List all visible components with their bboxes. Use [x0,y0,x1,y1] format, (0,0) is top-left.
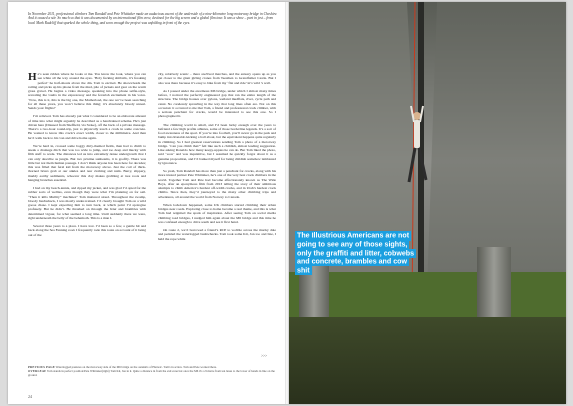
page-number: 24 [28,394,32,399]
caption-label-overleaf: OVERLEAF [28,368,47,373]
body-column-1 [28,72,146,241]
bridge-climber-photo [287,2,566,404]
drop-cap: H [28,71,37,83]
body-column-2 [158,72,276,245]
intro-paragraph: In November 2011, professional climbers Tom Randall and Pete Whittaker made an audacious ascent of the underside of a nine-kilometre long motorway bridge in Cheshire. And it caused a stir. So much so that it was documented by an international film crew, destined for the big screen and a global film tour. It was a show – part in jest – from local Mark Radcliff that sparked the whole thing, and soon enough the project was unfolding in front of the eyes. [28,12,278,25]
body-paragraph: On route 2, we’d borrowed a friend’s RCP to wobble across the mucky dale and pedaled the waterlogged bushwhacks. Tom took some Kit, Jan too and line, I held the rope while [158,228,276,241]
body-paragraph: The climbing world is small, and I’d been lucky enough over the years to befriend a few high profile athletes, some of those borderline legends. It’s a sort of food awareness of the sport. If you’re into football, you’ll never go in the park and bump into Ronaldo kicking a ball about, but the equivalent happens quite regularly in climbing. So I had greatest reservations sending Tom a photo of a motorway bridge. ‘Can you climb that?’ felt like such a childish, almost leading suggestion. Like asking Ronaldo how many keepy-uppies he can do. But Tom liked the photo, said ‘wow’ and was inquisitive, but I assumed he quickly forgot about it as a genuine proposition, and I’d banked myself for being childish somehow lambasted by ignorance. [158,122,276,165]
page-gutter [285,2,289,404]
right-page [287,2,566,404]
body-paragraph: As I passed under the enormous M6 bridge, under which I almost many times before, I noticed the perfectly engineered gap that ran the entire length of the structure. The bridge houses over pylons, wetland mudflats, river, cycle path and canal. No carelessly sprawling in the way that long lines often are. Not on this occasion: it occurred to me that Tom, a friend and professional crack climber, with a serious penchant for cracks, would be interested to see this one. So I photographed it. [158,88,276,119]
body-paragraph: When lockdown happened, some UK climbers started climbing their urban bridges near roads. Exploring close to home became a real theme, and this is what Tom had reignited the spark of inspiration. After seeing Tom on social media climbing road bridges, I nudged him again about the M6 bridge and this time he was confused enough to drive south and see it first hand. [158,202,276,224]
body-paragraph: city, relatively scenic – there are/lived marches, and the estuary opens up as you get closer to the giant girling cranes from Teesthen to Grandfather Castle. But I also was there because it’s easy to bike from my ‘flat and ride’ in’s wild ’s wall. [158,72,276,85]
pull-quote [295,232,423,275]
body-paragraph: I had on my beach-tennis, and ripped my jacket, and was glad I’d opted for the rubber sorts of wellies, even though they were what I’m planning on for sail. “Then it kills Mullity” machines” Tom muttered aloud. Throughout the swamp, bloody bushwhack, I was mostly under-trained. I’d clearly brought Tom on a wild goose chase. I kept expecting him to turn back, at which point I’d apologise profusely. But he didn’t. He thrashed on through the brier and brambles with determined vigour, for what seemed a long time. Until suddenly there we were, right underneath the belly of the behemoth. This is a man I. [28,186,146,220]
caption-text-previous: Waterlogged pastures on the motorway side of the M6 bridge on the outskirts of Hunwic. Tom's in action. Tom and Pete worked there. [55,365,217,369]
body-paragraph: I’m relieved. Tom has already put what I considered to be an elaborate amount of time into what might arguably be described as a harebrained scheme. He’s just driven here (Disused from Sheffield, via Stoke), off the back of a private message. There’s a two-hour round-trip, just to physically touch a crack in some concrete. He wanted to know this crack’s exact width, closer to the millimetre. And then he’d walk back to his van and drive home again. [28,114,146,140]
continue-marker: >>> [261,354,268,358]
ground [287,317,566,404]
caption-label-previous: PREVIOUS PAGE [28,365,55,369]
left-page [8,2,287,404]
body-paragraph [28,72,146,110]
photo-captions [28,366,278,377]
pull-quote-text: The Illustrious Americans are not going to see any of those sights, only the graffiti and litter, cobwebs and concrete, brambles and cow shit [297,232,415,275]
magazine-spread [8,2,566,404]
caption-text-overleaf: Tom stands in perfect position/Pete Whittaker(right) Tom Kit, Jan in it. Quite a distance in from the exit zone but once the M6 it's a 9 metre from ten lanes to the lower of hands in line on the ground. [28,368,275,377]
paragraph-text: e’s seen ridden where he looks at me. You know the look, where you can see white all the way around the eyes. ‘Holy fucking shitballs, it’s freaking perfect’ he half-shouts above the din. Tom is excited. He shows/leads the railing and picks up his phone from the mud, pile of jackets and gear on the warm grass gravel. He begins a video message, speaking into the phone selfie-style, revealing the vaults in the expressway and the feverish excitement in his voice. ‘Now, this is it, this is the big one, the Motherload, the one we’ve been searching for all these years, you won’t believe this thing; it’s absolutely bloody unreal. Sends your flights!’ [28,72,146,110]
body-paragraph: Several three years to a place. I have lost. I’d been so a few, a gentle hit and back along the Sea Fanning road. I frequently rode this route on account of it being out of the [28,224,146,237]
body-paragraph: We’re hard in, crossed some boggy dirty-themed fields, then had to climb to sneak a drainage ditch that was too wide to jump, and too deep and mucky with filth stuff to wade. The distances led us into extremely dense undergrowth that I can only describe as jungle. But two pristine sunbeams, it is goofily. There was little but not them human passage. I don’t think anyone has been here for decades; this was filled that feral kid from the motorway above. Just the coil of thick-thorned briars grab at our ankles and tear clothing and nails. Berry, slippery, muddy earthy sediments, whoever this clay makes grabbing at tree roots and hanging branches essential. [28,143,146,182]
body-paragraph: So yeah, Tom Randall has more than just a penchant for cracks, along with his more trusted partner Pete Whittaker, he’s one of the very best crack climbers in the world. Together Tom and Pete had become affectionately known as The Wide Boys, after an eponymous film from 2013 telling the story of their ambitious attempts to climb America’s hardest off-width cracks, and in Utah’s hardest crack climbs. Since then, they’d journeyed to the many other climbing trips and adventures, all around the world from Norway to Canada. [158,169,276,199]
